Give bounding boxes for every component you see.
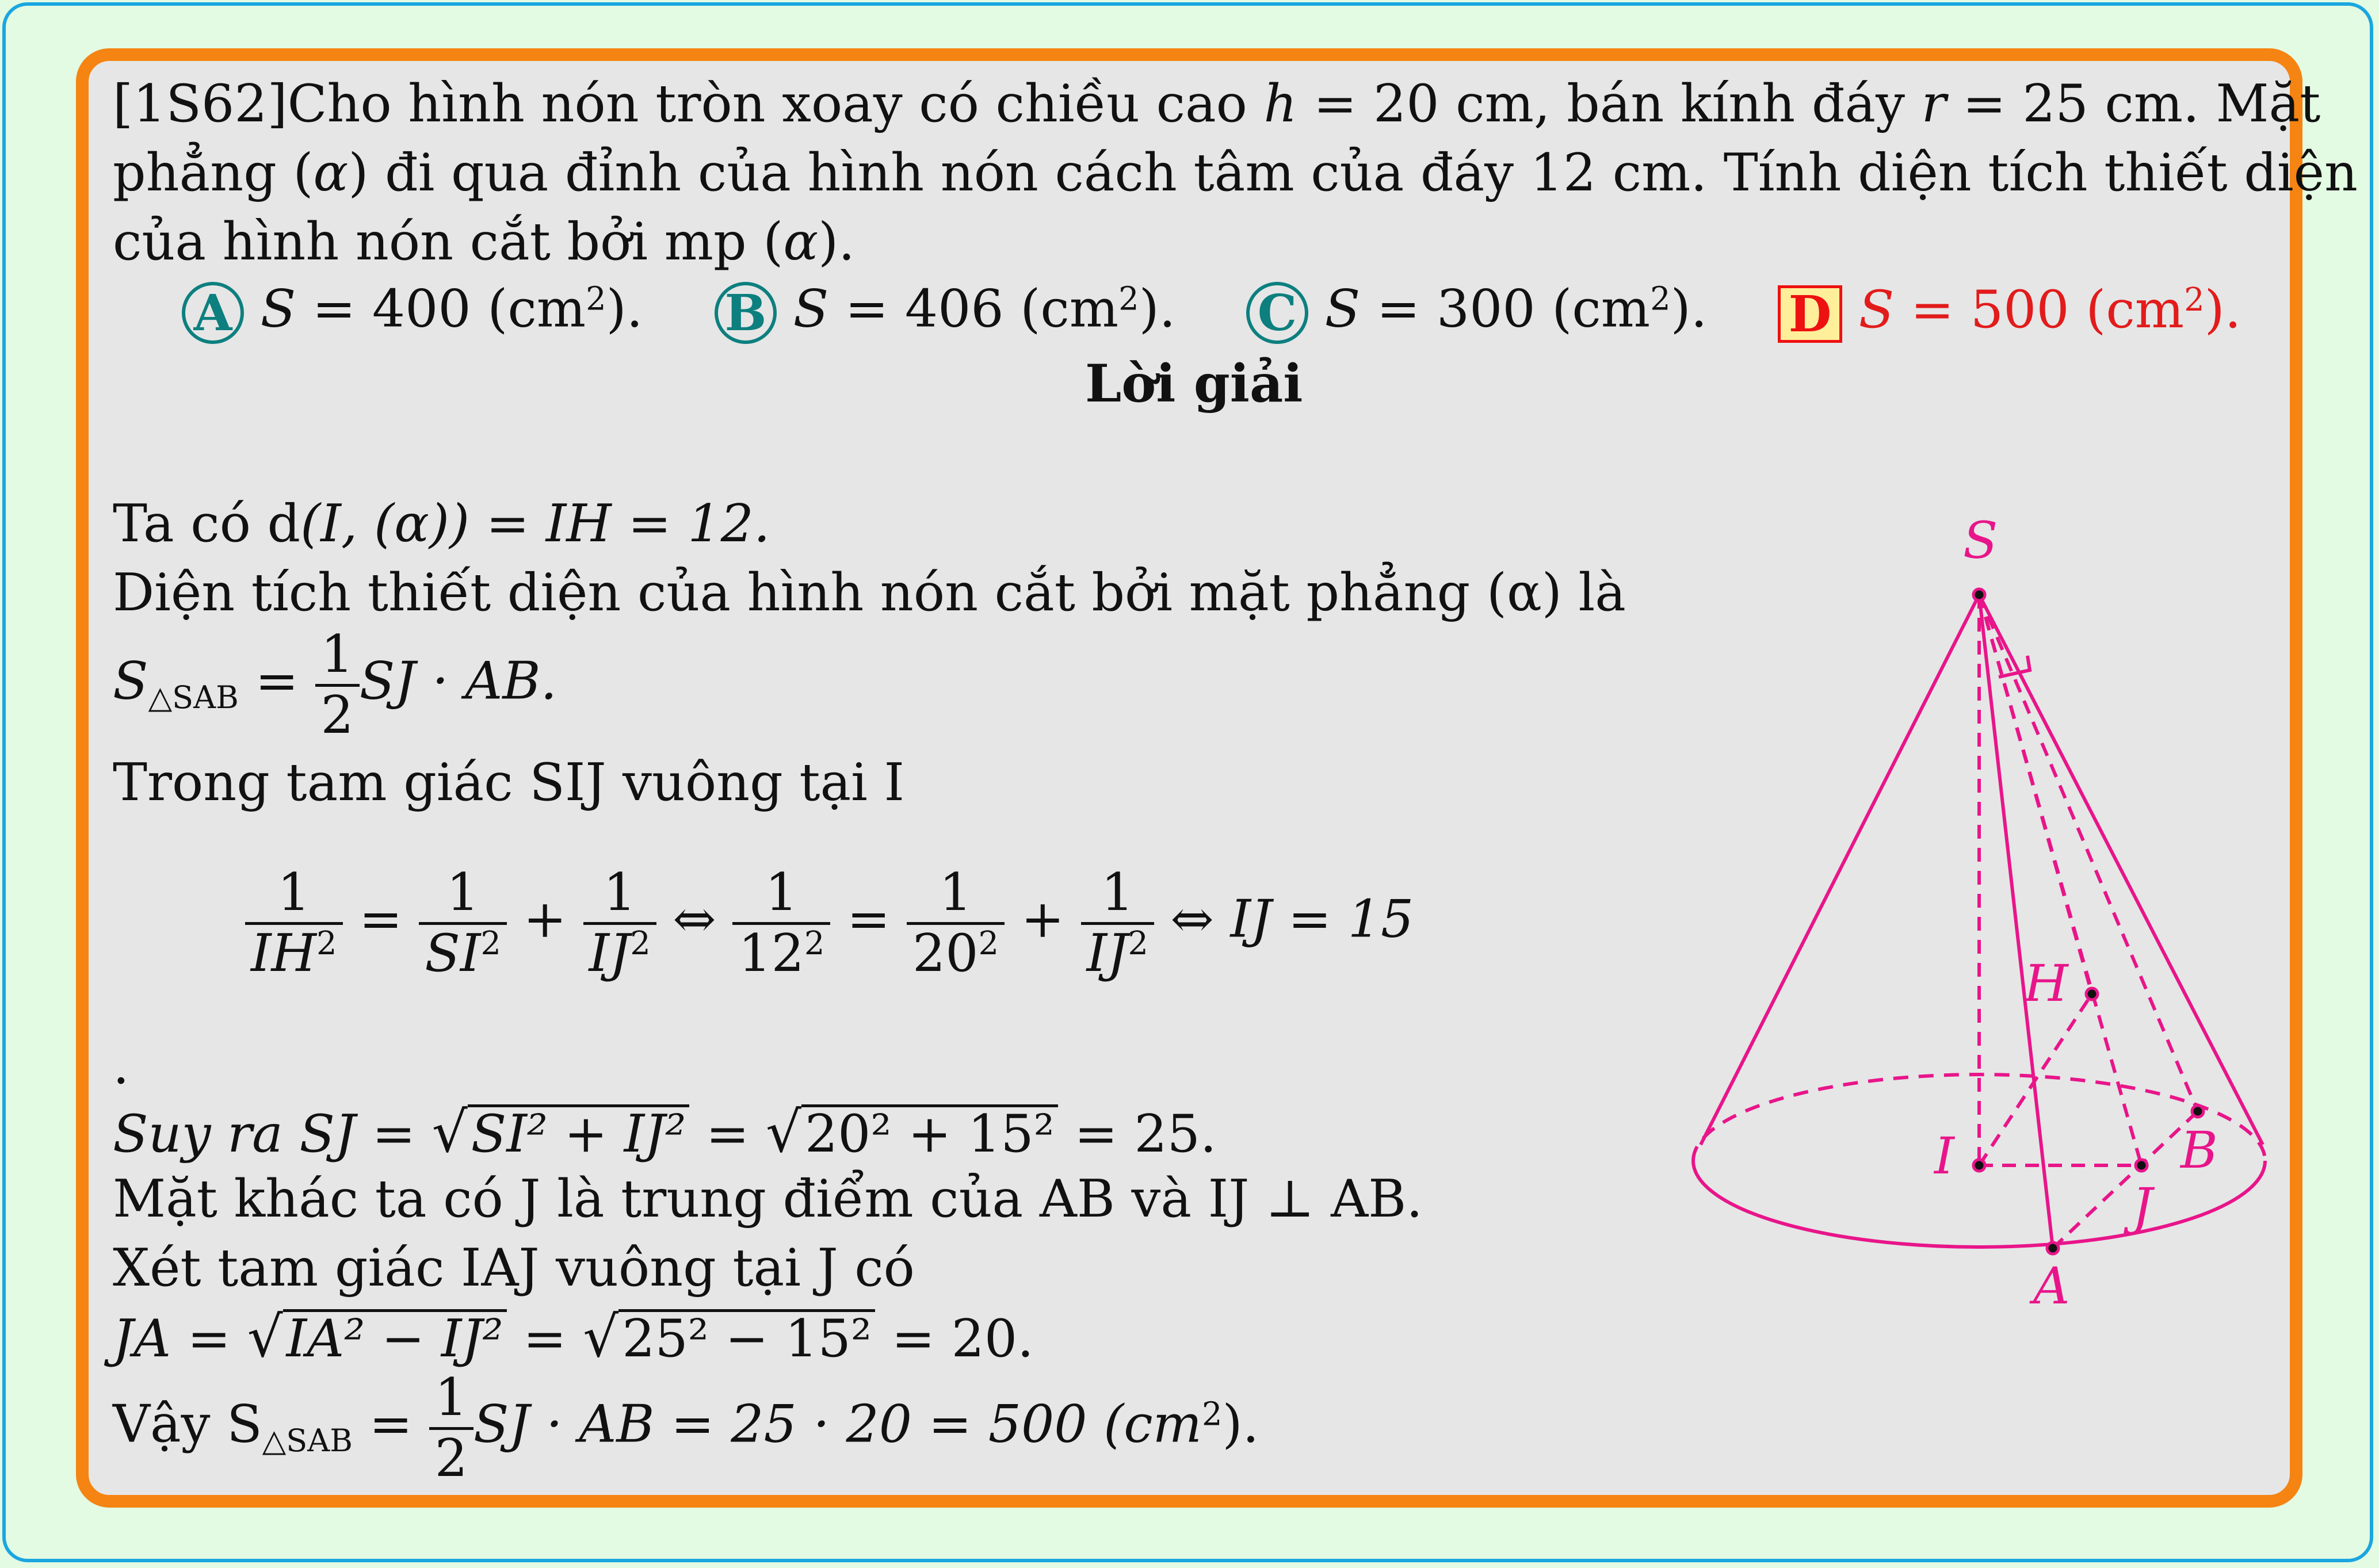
solution-line-10: Vậy $S_{\triangle SAB}$ = $\frac{1}{2}$ SJ · AB = 25 · 20 = 500 $(cm^2)$. xyxy=(113,1367,1259,1489)
solution-line-1: Ta có d(I, (α)) = IH = 12. xyxy=(113,494,770,554)
question-line-1: [1S62]Cho hình nón tròn xoay có chiều cao h = 20 cm, bán kính đáy r = 25 cm. Mặt xyxy=(113,74,2321,134)
display-equation: $\frac{1}{IH^2}$ = $\frac{1}{SI^2}$ + $\frac{1}{IJ^2}$ ⇔ $\frac{1}{12^2}$ = $\frac{1}{20^2}$ + $\frac{1}{IJ^2}$ ⇔ IJ = 15 xyxy=(245,864,1414,983)
solution-dot: . xyxy=(113,1035,129,1096)
option-d-label: D xyxy=(1778,285,1842,343)
option-a[interactable]: A S = 400 $(cm^2)$. xyxy=(182,282,643,344)
option-c-label: C xyxy=(1246,282,1308,344)
segment-SB xyxy=(1979,595,2198,1111)
label-J: J xyxy=(2132,1177,2153,1236)
point-A xyxy=(2047,1242,2059,1254)
option-d-correct[interactable]: D S = 500 $(cm^2)$. xyxy=(1778,284,2241,343)
question-line-2: phẳng (α) đi qua đỉnh của hình nón cách tâm của đáy 12 cm. Tính diện tích thiết diện xyxy=(113,143,2358,203)
point-H xyxy=(2086,988,2098,1000)
option-a-label: A xyxy=(182,282,244,344)
point-J xyxy=(2136,1160,2147,1171)
solution-line-7: Mặt khác ta có J là trung điểm của AB và IJ ⊥ AB. xyxy=(113,1169,1423,1229)
solution-heading: Lời giải xyxy=(1085,353,1303,414)
point-I xyxy=(1973,1160,1985,1171)
solution-line-8: Xét tam giác IAJ vuông tại J có xyxy=(113,1238,915,1298)
segment-SH xyxy=(1979,595,2092,994)
option-c[interactable]: C S = 300 $(cm^2)$. xyxy=(1246,282,1707,344)
option-b-label: B xyxy=(715,282,777,344)
solution-line-2: Diện tích thiết diện của hình nón cắt bởi mặt phẳng (α) là xyxy=(113,563,1626,623)
cone-figure xyxy=(1668,506,2290,1334)
generator-right xyxy=(1979,595,2263,1145)
solution-line-4: Trong tam giác SIJ vuông tại I xyxy=(113,752,905,813)
segment-AB xyxy=(2053,1111,2198,1248)
solution-line-3: $S_{\triangle SAB}$ = $\frac{1}{2}$ SJ · AB. xyxy=(113,624,557,745)
segment-SA xyxy=(1979,595,2053,1248)
question-line-3: của hình nón cắt bởi mp (α). xyxy=(113,212,855,272)
point-S xyxy=(1973,589,1985,601)
label-B: B xyxy=(2181,1120,2218,1180)
solution-line-9: JA = √IA² − IJ² = √25² − 15² = 20. xyxy=(113,1305,1034,1370)
label-A: A xyxy=(2033,1256,2070,1315)
point-B xyxy=(2192,1106,2204,1117)
cone-base-front xyxy=(1693,1161,2265,1247)
solution-line-6: Suy ra SJ = √SI² + IJ² = √20² + 15² = 25. xyxy=(113,1100,1217,1165)
generator-left xyxy=(1701,595,1979,1145)
option-b[interactable]: B S = 406 $(cm^2)$. xyxy=(715,282,1175,344)
label-I: I xyxy=(1934,1126,1954,1185)
label-S: S xyxy=(1963,511,1998,570)
segment-SJ xyxy=(1979,595,2141,1165)
label-H: H xyxy=(2024,954,2068,1013)
half-fraction: $\frac{1}{2}$ xyxy=(315,626,360,745)
